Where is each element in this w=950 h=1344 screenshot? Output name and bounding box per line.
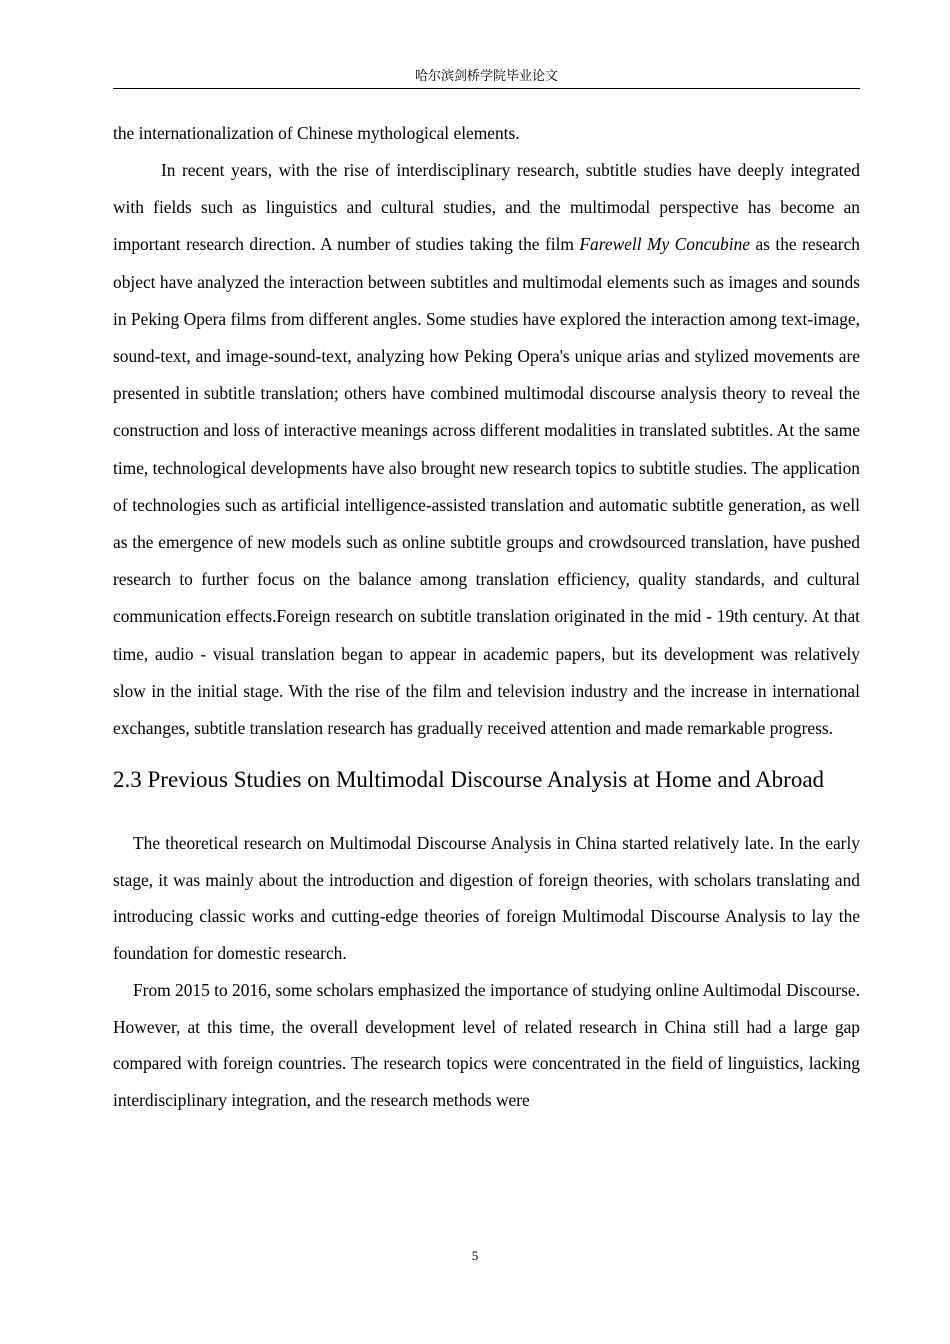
paragraph-text: as the research object have analyzed the interaction between subtitles and multimodal elements such as images and sounds in Peking Opera films from different angles. Some studies have explored the interaction among text-image, sound-text, and image-sound-text, analyzing how Peking Opera's unique arias and stylized movements are presented in subtitle translation; others have combined multimodal discourse analysis theory to reveal the construction and loss of interactive meanings across different modalities in translated subtitles. At the same time, technological developments have also brought new research topics to subtitle studies. The application of technologies such as artificial intelligence-assisted translation and automatic subtitle generation, as well as the emergence of new models such as online subtitle groups and crowdsourced translation, have pushed research to further focus on the balance among translation efficiency, quality standards, and cultural communication effects.Foreign research on subtitle translation originated in the mid - 19th century. At that time, audio - visual translation began to appear in academic papers, but its development was relatively slow in the initial stage. With the rise of the film and television industry and the increase in international exchanges, subtitle translation research has gradually received attention and made remarkable progress. <box>113 234 860 739</box>
body-text <box>113 115 860 1118</box>
film-title: Farewell My Concubine <box>579 234 750 255</box>
page-number: 5 <box>471 1248 479 1263</box>
running-header: 哈尔滨剑桥学院毕业论文 <box>113 66 860 89</box>
section-heading: 2.3 Previous Studies on Multimodal Discourse Analysis at Home and Abroad <box>113 767 825 793</box>
paragraph-theoretical-research: The theoretical research on Multimodal Discourse Analysis in China started relatively late. In the early stage, it was mainly about the introduction and digestion of foreign theories, with scholars translating and introducing classic works and cutting-edge theories of foreign Multimodal Discourse Analysis to lay the foundation for domestic research. <box>113 833 860 963</box>
paragraph-text: In recent years, with the rise of interdisciplinary research, subtitle studies have deeply integrated with fields such as linguistics and cultural studies, and the multimodal perspective has become an important research direction. A number of studies taking the film <box>113 160 860 255</box>
paragraph-continuation: the internationalization of Chinese mythological elements. <box>113 123 520 143</box>
paragraph-2015-2016: From 2015 to 2016, some scholars emphasized the importance of studying online Aultimodal Discourse. However, at this time, the overall development level of related research in China still had a large gap compared with foreign countries. The research topics were concentrated in the field of linguistics, lacking interdisciplinary integration, and the research methods were <box>113 980 860 1110</box>
paragraph-subtitle-studies <box>113 152 860 747</box>
